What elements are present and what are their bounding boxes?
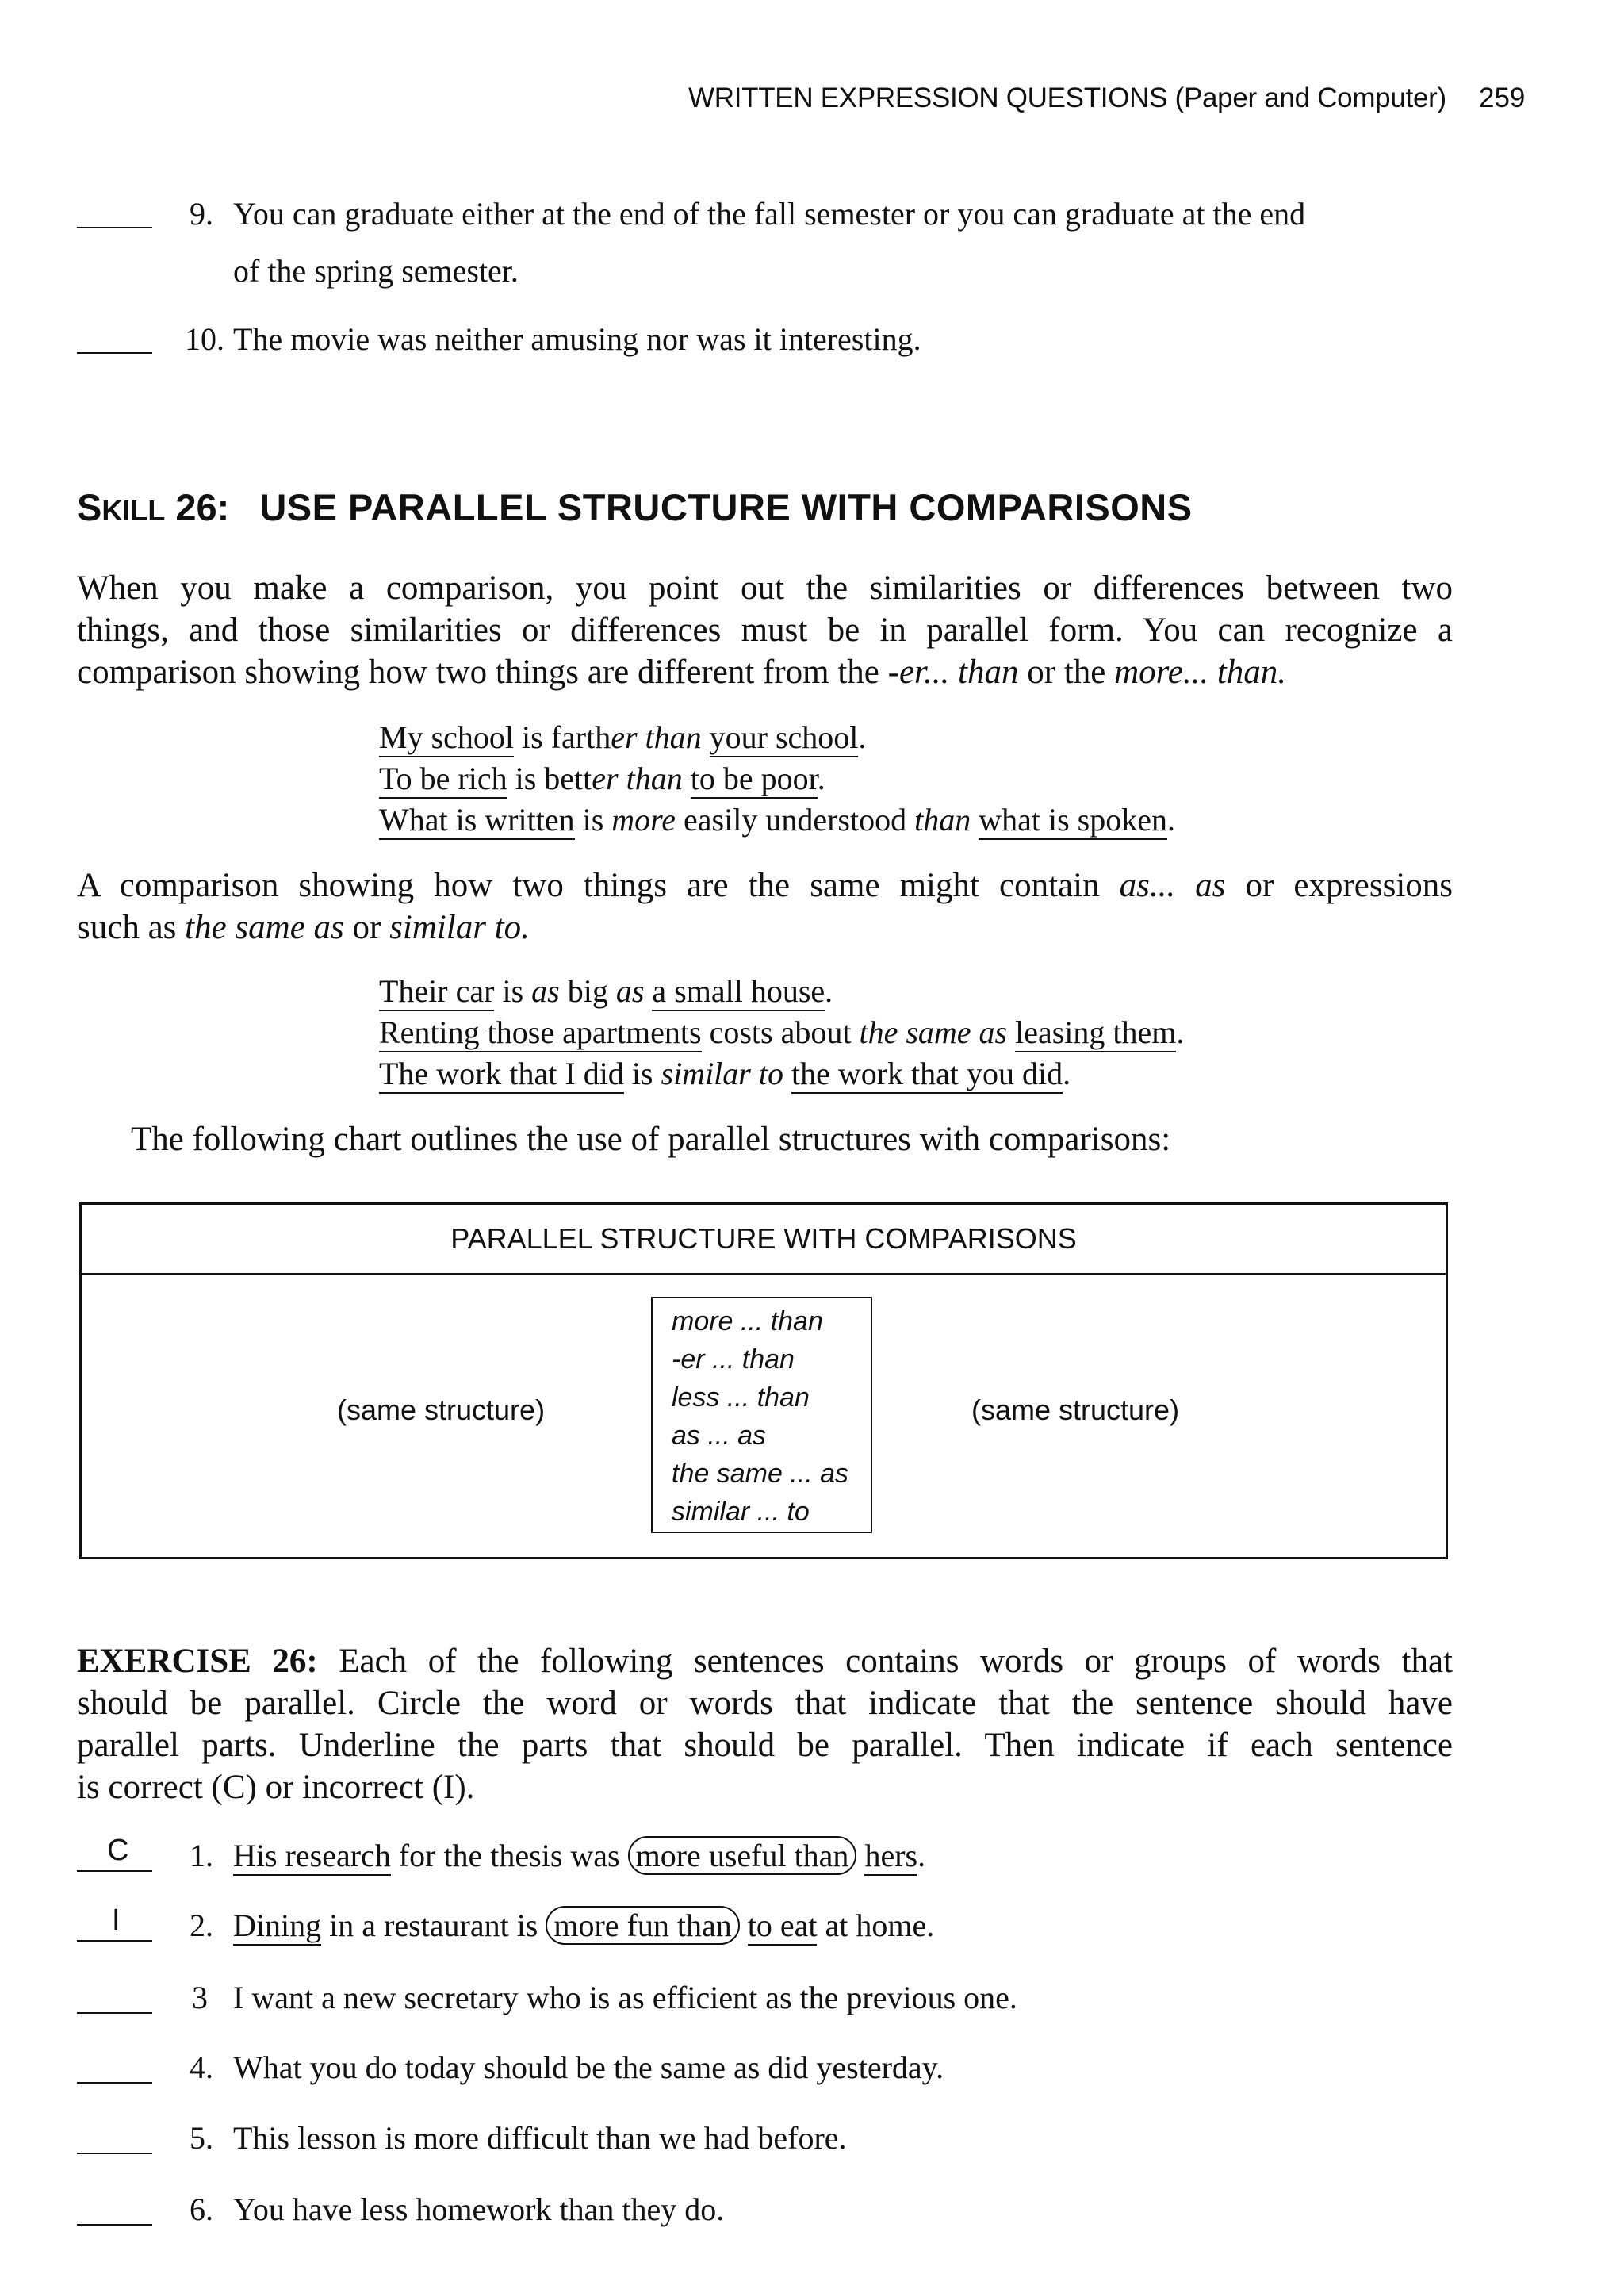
parallel-part: what is spoken xyxy=(979,802,1167,840)
text: A comparison showing how two things are the same might contain xyxy=(77,867,1120,904)
text: easily understood xyxy=(676,802,915,838)
parallel-part: His research xyxy=(233,1838,391,1876)
item-text: I want a new secretary who is as efficient as the previous one. xyxy=(233,1980,1017,2015)
italic-text: as... as xyxy=(1119,867,1226,904)
item-number: 4. xyxy=(190,2049,213,2085)
skill-label-initial: S xyxy=(77,486,102,528)
text: . xyxy=(825,973,833,1009)
text: is xyxy=(623,1056,661,1091)
parallel-part: What is written xyxy=(379,802,575,840)
text: is farth xyxy=(514,719,611,755)
paragraph-line: things, and those similarities or differences must be in parallel form. You can recognize a xyxy=(77,612,1453,649)
parallel-part: to be poor xyxy=(691,761,818,799)
text: big xyxy=(559,973,616,1009)
example-sentence xyxy=(379,801,1175,838)
parallel-part: To be rich xyxy=(379,761,508,799)
paragraph-line xyxy=(77,865,1453,907)
italic-text: the same as xyxy=(185,909,344,946)
answer-blank[interactable] xyxy=(77,1940,152,1942)
text: or expressions xyxy=(1225,867,1453,904)
text: is xyxy=(574,802,612,838)
circled-comparison: more useful than xyxy=(628,1836,857,1875)
text: in a restaurant is xyxy=(321,1908,546,1943)
chart-right-label: (same structure) xyxy=(971,1394,1180,1426)
item-number: 6. xyxy=(190,2191,213,2227)
text: . xyxy=(1166,802,1175,838)
item-text: This lesson is more difficult than we had before. xyxy=(233,2120,847,2156)
text: comparison showing how two things are different from the xyxy=(77,654,888,691)
item-number: 9. xyxy=(190,196,213,232)
italic-text: -er... than xyxy=(887,654,1019,691)
text: . xyxy=(917,1838,926,1873)
parallel-part: Renting those apartments xyxy=(379,1014,702,1052)
chart-header-row xyxy=(82,1205,1446,1275)
same-paragraph xyxy=(77,865,1453,949)
example-sentence xyxy=(379,1014,1184,1051)
italic-text: the same as xyxy=(859,1014,1008,1050)
item-text xyxy=(233,1840,925,1872)
option: the same ... as xyxy=(672,1459,848,1489)
text: . xyxy=(817,761,825,796)
paragraph-line: should be parallel. Circle the word or words that indicate that the sentence should have xyxy=(77,1685,1453,1722)
paragraph-line: parallel parts. Underline the parts that should be parallel. Then indicate if each sentence xyxy=(77,1727,1453,1764)
chart-title: PARALLEL STRUCTURE WITH COMPARISONS xyxy=(450,1222,1077,1255)
italic-text: similar to xyxy=(661,1056,783,1091)
answer-blank[interactable] xyxy=(77,1870,152,1872)
item-number: 10. xyxy=(185,321,224,357)
parallel-part: your school xyxy=(710,719,859,757)
example-sentence xyxy=(379,1055,1071,1092)
text: . xyxy=(1063,1056,1071,1091)
item-text: You have less homework than they do. xyxy=(233,2191,725,2227)
answer-blank[interactable] xyxy=(77,2153,152,2154)
item-number: 1. xyxy=(190,1838,213,1873)
italic-text: as xyxy=(531,973,560,1009)
text: is bett xyxy=(507,761,592,796)
paragraph-line xyxy=(77,1640,1453,1682)
item-number: 3 xyxy=(192,1980,208,2015)
answer-blank[interactable] xyxy=(77,2224,152,2226)
italic-text: more xyxy=(611,802,676,838)
intro-paragraph xyxy=(77,567,1453,693)
italic-text: more... than. xyxy=(1114,654,1287,691)
parallel-part: Dining xyxy=(233,1908,321,1946)
parallel-part: My school xyxy=(379,719,514,757)
italic-text: as xyxy=(615,973,645,1009)
text: costs about xyxy=(701,1014,860,1050)
item-text: You can graduate either at the end of the fall semester or you can graduate at the end xyxy=(233,196,1306,232)
skill-heading xyxy=(77,485,1193,529)
item-number: 5. xyxy=(190,2120,213,2156)
answer-blank[interactable] xyxy=(77,227,152,228)
example-sentence xyxy=(379,719,866,756)
answer-blank[interactable] xyxy=(77,2012,152,2014)
option: similar ... to xyxy=(672,1497,810,1527)
parallel-part: hers xyxy=(864,1838,917,1876)
text: or xyxy=(343,909,390,946)
comparison-options-box xyxy=(651,1297,872,1533)
parallel-part: Their car xyxy=(379,973,494,1011)
exercise-label: EXERCISE 26: xyxy=(77,1643,318,1680)
parallel-part: to eat xyxy=(748,1908,818,1946)
italic-text: similar to. xyxy=(389,909,530,946)
italic-text: er than xyxy=(611,719,702,755)
item-text xyxy=(233,1910,934,1942)
skill-number: 26: xyxy=(175,486,230,528)
circled-comparison: more fun than xyxy=(546,1906,739,1945)
chart-intro: The following chart outlines the use of parallel structures with comparisons: xyxy=(131,1121,1171,1158)
item-text: of the spring semester. xyxy=(233,253,519,289)
paragraph-line: When you make a comparison, you point out the similarities or differences between two xyxy=(77,569,1453,607)
italic-text: than xyxy=(914,802,971,838)
answer-mark: C xyxy=(107,1834,129,1867)
item-text: The movie was neither amusing nor was it interesting. xyxy=(233,321,921,357)
parallel-structure-chart xyxy=(79,1202,1448,1559)
answer-blank[interactable] xyxy=(77,2082,152,2084)
example-sentence xyxy=(379,760,825,797)
chart-left-label: (same structure) xyxy=(337,1394,546,1426)
paragraph-line xyxy=(77,651,1453,693)
text xyxy=(740,1908,748,1943)
skill-label-rest: KILL xyxy=(102,494,166,527)
option: more ... than xyxy=(672,1306,823,1336)
item-text: What you do today should be the same as did yesterday. xyxy=(233,2049,944,2085)
parallel-part: a small house xyxy=(652,973,825,1011)
example-sentence xyxy=(379,972,833,1010)
option: less ... than xyxy=(672,1382,810,1413)
answer-blank[interactable] xyxy=(77,352,152,354)
parallel-part: leasing them xyxy=(1015,1014,1176,1052)
parallel-part: The work that I did xyxy=(379,1056,624,1094)
text: Each of the following sentences contains words or groups of words that xyxy=(317,1643,1453,1680)
text: at home. xyxy=(817,1908,935,1943)
text: is xyxy=(494,973,532,1009)
option: -er ... than xyxy=(672,1344,795,1375)
running-head: WRITTEN EXPRESSION QUESTIONS (Paper and Computer) xyxy=(688,82,1446,113)
text xyxy=(856,1838,864,1873)
text: for the thesis was xyxy=(390,1838,628,1873)
paragraph-line xyxy=(77,907,1453,949)
page-number: 259 xyxy=(1479,82,1526,113)
option: as ... as xyxy=(672,1421,767,1451)
text: or the xyxy=(1018,654,1115,691)
parallel-part: the work that you did xyxy=(791,1056,1063,1094)
exercise-instructions xyxy=(77,1640,1453,1808)
italic-text: er than xyxy=(592,761,683,796)
text: . xyxy=(1176,1014,1185,1050)
text: such as xyxy=(77,909,186,946)
item-number: 2. xyxy=(190,1908,213,1943)
answer-mark: I xyxy=(112,1904,121,1937)
text: . xyxy=(858,719,867,755)
skill-title: USE PARALLEL STRUCTURE WITH COMPARISONS xyxy=(259,486,1193,528)
paragraph-line: is correct (C) or incorrect (I). xyxy=(77,1769,475,1806)
